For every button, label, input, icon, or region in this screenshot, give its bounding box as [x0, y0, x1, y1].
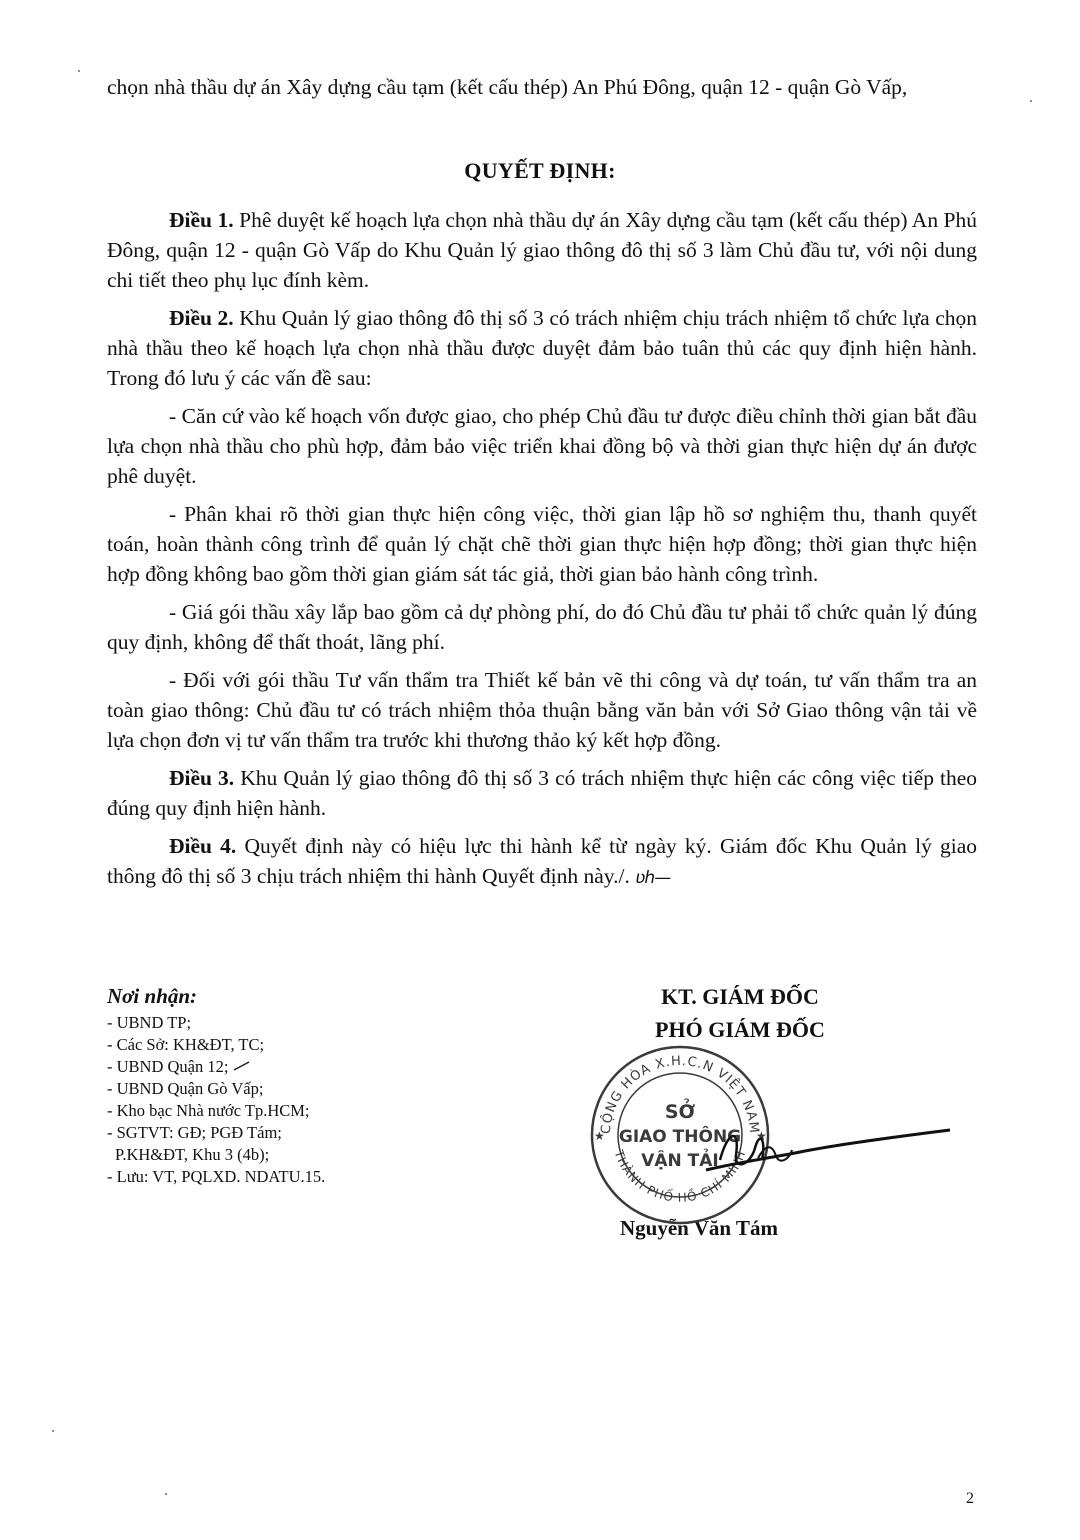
intro-paragraph: chọn nhà thầu dự án Xây dựng cầu tạm (kết cấu thép) An Phú Đông, quận 12 - quận Gò Vấp, — [107, 75, 908, 99]
handwritten-signature — [700, 1100, 960, 1200]
recipient-item: - Các Sở: KH&ĐT, TC; — [107, 1035, 265, 1054]
article-2-bullet-2: - Phân khai rõ thời gian thực hiện công việc, thời gian lập hồ sơ nghiệm thu, thanh quyết toán, hoàn thành công trình để quản lý chặt chẽ thời gian thực hiện hợp đồng; thời gian thực hiện hợp đồng không bao gồm thời gian giám sát tác giả, thời gian bảo hành công trình. — [107, 502, 977, 586]
initials-mark: ʋh— — [635, 868, 671, 888]
recipient-item: P.KH&ĐT, Khu 3 (4b); — [115, 1145, 270, 1164]
check-mark-icon — [233, 1057, 251, 1076]
article-1 — [107, 205, 977, 295]
signer-title-2: PHÓ GIÁM ĐỐC — [655, 1017, 825, 1042]
article-4-text: Quyết định này có hiệu lực thi hành kể từ ngày ký. Giám đốc Khu Quản lý giao thông đô thị số 3 chịu trách nhiệm thi hành Quyết định này./. — [107, 834, 978, 888]
svg-text:CỘNG HÒA X.H.C.N VIỆT NAM: CỘNG HÒA X.H.C.N VIỆT NAM — [598, 1053, 762, 1135]
recipient-item-text: - UBND Quận 12; — [107, 1057, 229, 1076]
svg-text:GIAO THÔNG: GIAO THÔNG — [618, 1127, 742, 1147]
article-2-bullet-1: - Căn cứ vào kế hoạch vốn được giao, cho phép Chủ đầu tư được điều chỉnh thời gian bắt đầu lựa chọn nhà thầu cho phù hợp, đảm bảo việc triển khai đồng bộ và thời gian thực hiện dự án được phê duyệt. — [107, 404, 977, 488]
article-3-label: Điều 3. — [169, 766, 235, 790]
page-number: 2 — [966, 1490, 974, 1507]
svg-text:VẬN TẢI: VẬN TẢI — [641, 1151, 719, 1171]
recipients-title: Nơi nhận: — [107, 984, 198, 1008]
article-4-label: Điều 4. — [169, 834, 237, 858]
article-2 — [107, 303, 977, 393]
svg-text:★: ★ — [756, 1129, 767, 1143]
recipient-item: - Lưu: VT, PQLXD. NDATU.15. — [107, 1167, 326, 1186]
scan-speck — [165, 1493, 167, 1495]
article-1-text: Phê duyệt kế hoạch lựa chọn nhà thầu dự án Xây dựng cầu tạm (kết cấu thép) An Phú Đông, quận 12 - quận Gò Vấp do Khu Quản lý giao thông đô thị số 3 làm Chủ đầu tư, với nội dung chi tiết theo phụ lục đính kèm. — [107, 208, 978, 292]
article-1-label: Điều 1. — [169, 208, 234, 232]
scan-speck — [52, 1430, 54, 1432]
signer-title-1: KT. GIÁM ĐỐC — [661, 984, 819, 1009]
article-2-label: Điều 2. — [169, 306, 234, 330]
article-4 — [107, 831, 977, 893]
recipient-item: - SGTVT: GĐ; PGĐ Tám; — [107, 1123, 282, 1142]
svg-text:THÀNH PHỐ HỒ CHÍ MINH: THÀNH PHỐ HỒ CHÍ MINH — [611, 1148, 749, 1205]
decision-heading: QUYẾT ĐỊNH: — [464, 158, 616, 183]
signer-name: Nguyễn Văn Tám — [620, 1216, 778, 1240]
svg-text:★: ★ — [594, 1129, 605, 1143]
article-3-text: Khu Quản lý giao thông đô thị số 3 có trách nhiệm thực hiện các công việc tiếp theo đúng quy định hiện hành. — [107, 766, 978, 820]
scan-speck — [1030, 100, 1032, 102]
recipient-item — [107, 1056, 487, 1078]
scan-speck — [78, 70, 80, 72]
article-2-text: Khu Quản lý giao thông đô thị số 3 có trách nhiệm chịu trách nhiệm tổ chức lựa chọn nhà thầu theo kế hoạch lựa chọn nhà thầu được duyệt đảm bảo tuân thủ các quy định hiện hành. Trong đó lưu ý các vấn đề sau: — [107, 306, 977, 390]
articles-body — [107, 205, 977, 901]
svg-text:SỞ: SỞ — [664, 1101, 696, 1123]
article-2-bullet-3: - Giá gói thầu xây lắp bao gồm cả dự phòng phí, do đó Chủ đầu tư phải tổ chức quản lý đúng quy định, không để thất thoát, lãng phí. — [107, 600, 977, 654]
recipient-item: - UBND Quận Gò Vấp; — [107, 1079, 264, 1098]
recipients-block — [107, 985, 487, 1188]
article-2-bullet-4: - Đối với gói thầu Tư vấn thẩm tra Thiết kế bản vẽ thi công và dự toán, tư vấn thẩm tra an toàn giao thông: Chủ đầu tư có trách nhiệm thỏa thuận bằng văn bản với Sở Giao thông vận tải về lựa chọn đơn vị tư vấn thẩm tra trước khi thương thảo ký kết hợp đồng. — [107, 668, 977, 752]
recipient-item: - UBND TP; — [107, 1013, 192, 1032]
article-3 — [107, 763, 977, 823]
recipient-item: - Kho bạc Nhà nước Tp.HCM; — [107, 1101, 310, 1120]
